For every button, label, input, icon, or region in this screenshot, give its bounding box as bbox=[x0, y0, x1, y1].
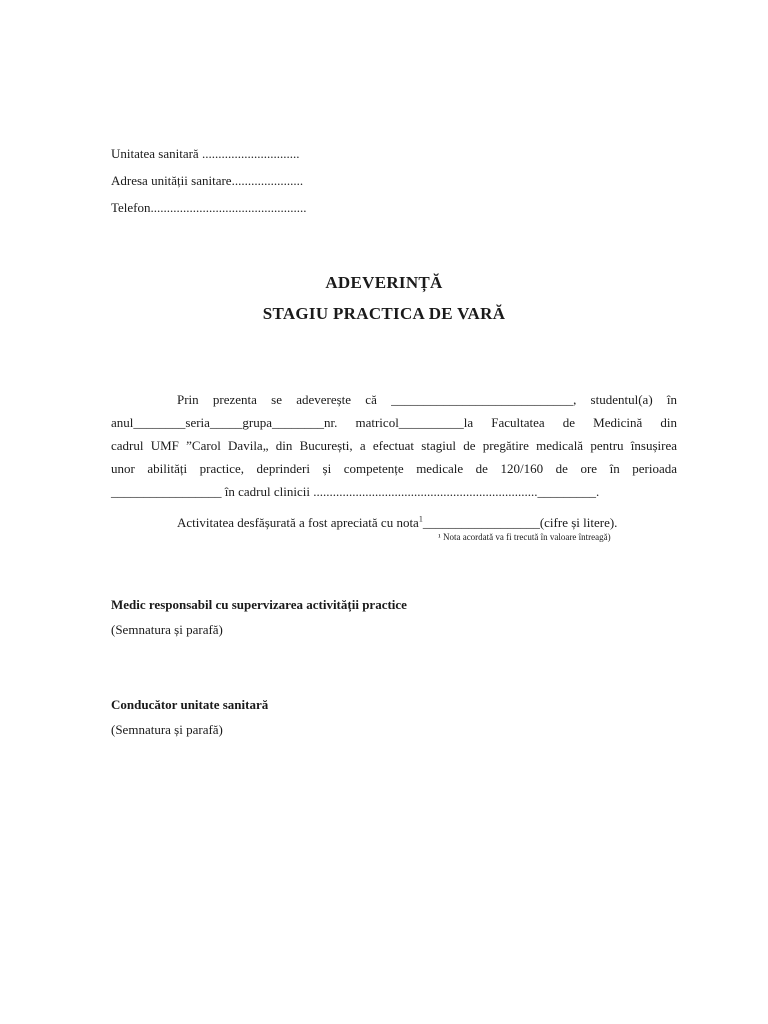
footnote-marker: 1 bbox=[418, 514, 423, 524]
grade-blank: __________________(cifre și litere). bbox=[422, 515, 618, 530]
body-line-4: unor abilități practice, deprinderi și competențe medicale de 120/160 de ore în perioada bbox=[111, 461, 677, 476]
address-field: Adresa unității sanitare...................... bbox=[111, 173, 304, 188]
body-line-5: _________________ în cadrul clinicii ....................................................................._________. bbox=[111, 484, 600, 499]
phone-field: Telefon................................................ bbox=[111, 200, 307, 215]
body-line-1: Prin prezenta se adeverește că ____________________________, studentul(a) în bbox=[177, 392, 677, 407]
grade-label: Activitatea desfășurată a fost apreciată cu nota bbox=[177, 515, 419, 530]
footnote: ¹ Nota acordată va fi trecută în valoare întreagă) bbox=[438, 532, 611, 542]
document-title: ADEVERINȚĂ bbox=[325, 273, 443, 292]
body-line-3: cadrul UMF ”Carol Davila„ din București, a efectuat stagiul de pregătire medicală pentru însușirea bbox=[111, 438, 677, 453]
document-subtitle: STAGIU PRACTICA DE VARĂ bbox=[262, 304, 506, 323]
unit-field: Unitatea sanitară .............................. bbox=[111, 146, 300, 161]
doctor-signature-title: Medic responsabil cu supervizarea activității practice bbox=[111, 597, 407, 612]
director-signature-note: (Semnatura și parafă) bbox=[111, 722, 223, 737]
director-signature-title: Conducător unitate sanitară bbox=[111, 697, 269, 712]
grade-line bbox=[177, 515, 617, 531]
body-line-2: anul________seria_____grupa________nr. matricol__________la Facultatea de Medicină din bbox=[111, 415, 677, 430]
doctor-signature-note: (Semnatura și parafă) bbox=[111, 622, 223, 637]
